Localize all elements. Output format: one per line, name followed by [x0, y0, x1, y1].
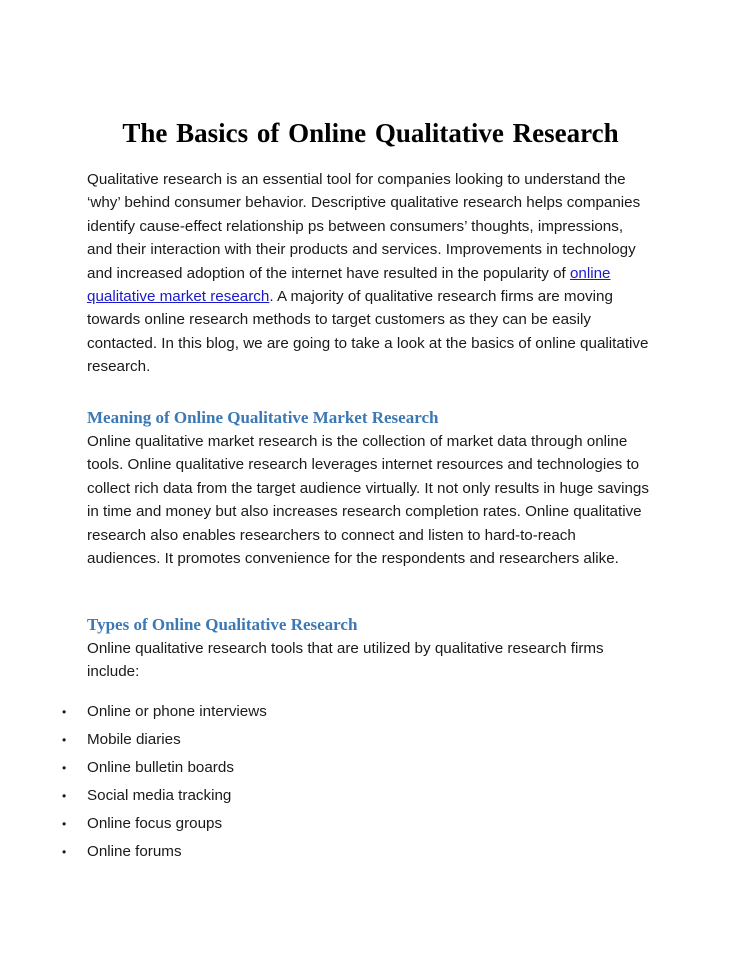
list-item: [0, 812, 741, 840]
list-item-text: Online or phone interviews: [87, 703, 267, 720]
list-item: [0, 756, 741, 784]
section-heading-meaning: Meaning of Online Qualitative Market Research: [87, 408, 439, 427]
intro-text-before-link: Qualitative research is an essential tool for companies looking to understand the ‘why’ behind consumer behavior. Descriptive qualitative research helps companies identify cause-effect relationship ps between consumers’ thoughts, impressions, and their interaction with their products and services. Improvements in technology and increased adoption of the internet have resulted in the popularity of: [87, 171, 641, 282]
bullet-icon: •: [62, 761, 67, 775]
bullet-icon: •: [62, 705, 67, 719]
section-body-types: Online qualitative research tools that are utilized by qualitative research firms include:: [87, 640, 604, 681]
online-qualitative-market-research-link[interactable]: online qualitative market research: [87, 264, 611, 306]
tools-bullet-list: [0, 700, 741, 868]
list-item-text: Mobile diaries: [87, 731, 181, 748]
intro-text-after-link: . A majority of qualitative research firms are moving towards online research methods to target customers as they can be easily contacted. In this blog, we are going to take a look at the basics of online qualitative research.: [87, 288, 649, 376]
section-body-meaning: Online qualitative market research is the collection of market data through online tools. Online qualitative research leverages internet resources and technologies to collect rich data from the target audience virtually. It not only results in huge savings in time and money but also increases research completion rates. Online qualitative research also enables researchers to connect and listen to hard-to-reach audiences. It promotes convenience for the respondents and researchers alike.: [87, 433, 649, 568]
list-item-text: Online forums: [87, 843, 182, 860]
list-item-text: Online focus groups: [87, 815, 223, 832]
list-item: [0, 784, 741, 812]
section-heading-types: Types of Online Qualitative Research: [87, 615, 358, 634]
page-title: The Basics of Online Qualitative Research: [122, 118, 619, 148]
bullet-icon: •: [62, 817, 67, 831]
list-item: [0, 728, 741, 756]
bullet-icon: •: [62, 845, 67, 859]
bullet-icon: •: [62, 733, 67, 747]
bullet-icon: •: [62, 789, 67, 803]
list-item: [0, 840, 741, 868]
list-item-text: Social media tracking: [87, 787, 232, 804]
intro-paragraph: [87, 168, 652, 379]
list-item: [0, 700, 741, 728]
list-item-text: Online bulletin boards: [87, 759, 234, 776]
